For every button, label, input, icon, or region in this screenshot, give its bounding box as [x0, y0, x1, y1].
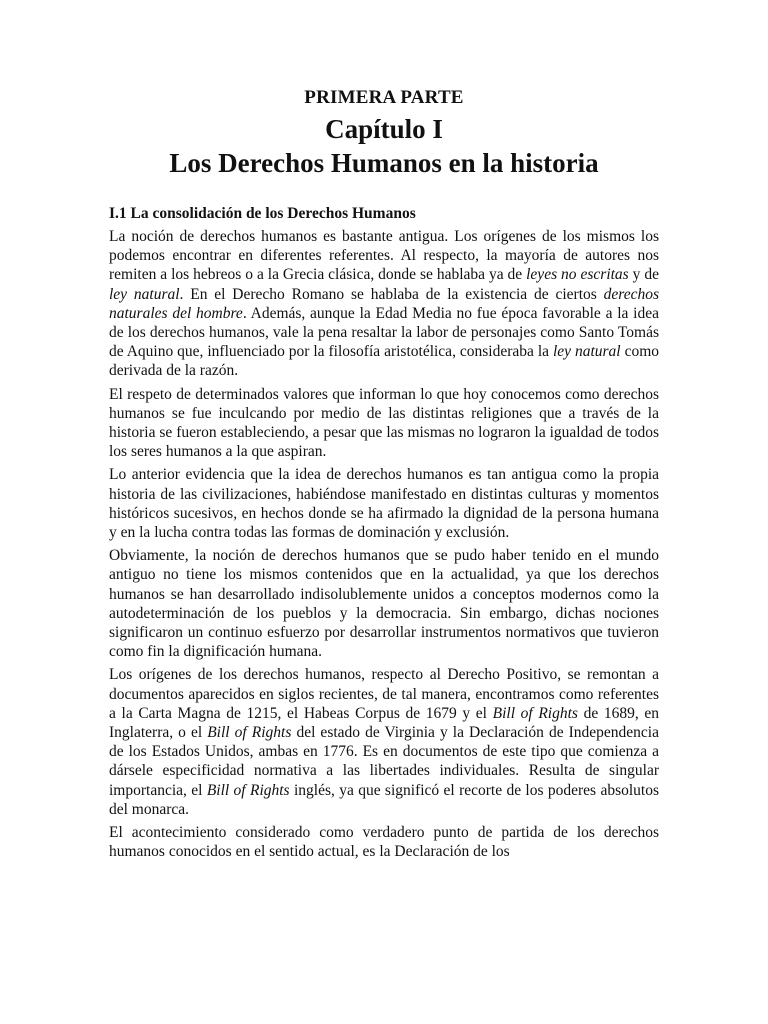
text-run: del estado de Virginia y la Declaración de Independencia de los Estados Unidos, ambas en 1776. Es en documentos de este tipo que comienza a dársele especificidad normativa a las libertades individuales. Resulta de singular importancia, el — [109, 724, 659, 799]
chapter-subtitle: Los Derechos Humanos en la historia — [169, 148, 599, 178]
italic-run: ley natural — [109, 285, 180, 303]
chapter-title: Capítulo I — [325, 114, 443, 144]
paragraph-2: El respeto de determinados valores que informan lo que hoy conocemos como derechos humanos se fue inculcando por medio de las distintas religiones que a través de la historia se fueron estableciendo, a pesar que las mismas no lograron la igualdad de todos los seres humanos a la que aspiran. — [109, 385, 659, 461]
text-run: inglés, ya que significó el recorte de los poderes absolutos del monarca. — [109, 781, 659, 818]
part-title: PRIMERA PARTE — [304, 87, 464, 108]
section-heading: I.1 La consolidación de los Derechos Humanos — [109, 205, 416, 222]
text-run: como derivada de la razón. — [109, 343, 659, 380]
paragraph-4: Obviamente, la noción de derechos humanos que se pudo haber tenido en el mundo antiguo no tiene los mismos contenidos que en la actualidad, ya que los derechos humanos se han desarrollado indisolublemente unidos a conceptos modernos como la autodeterminación de los pueblos y la democracia. Sin embargo, dichas nociones significaron un continuo esfuerzo por desarrollar instrumentos normativos que tuvieron como fin la dignificación humana. — [109, 547, 659, 661]
paragraph-5 — [109, 665, 659, 819]
paragraph-6: El acontecimiento considerado como verdadero punto de partida de los derechos humanos conocidos en el sentido actual, es la Declaración de los — [109, 824, 659, 861]
text-run: . En el Derecho Romano se hablaba de la existencia de ciertos — [179, 285, 604, 303]
italic-run: derechos naturales del hombre — [109, 285, 659, 322]
text-run: de 1689, en Inglaterra, o el — [109, 704, 659, 742]
text-run: . Además, aunque la Edad Media no fue época favorable a la idea de los derechos humanos, vale la pena resaltar la labor de personajes como Santo Tomás de Aquino que, influenciado por la filosofía aristotélica, consideraba la — [109, 304, 659, 361]
italic-run: Bill of Rights — [207, 724, 292, 742]
paragraph-1 — [109, 227, 659, 381]
italic-run: Bill of Rights — [206, 781, 290, 799]
text-run: La noción de derechos humanos es bastante antigua. Los orígenes de los mismos los podemos encontrar en diferentes referentes. Al respecto, la mayoría de autores nos remiten a los hebreos o a la Grecia clásica, donde se hablaba ya de — [109, 228, 659, 284]
paragraph-3: Lo anterior evidencia que la idea de derechos humanos es tan antigua como la propia historia de las civilizaciones, habiéndose manifestado en distintas culturas y momentos históricos sucesivos, en hechos donde se ha afirmado la dignidad de la persona humana y en la lucha contra todas las formas de dominación y exclusión. — [109, 466, 659, 542]
italic-run: ley natural — [552, 343, 621, 361]
italic-run: Bill of Rights — [492, 704, 578, 722]
italic-run: leyes no escritas — [526, 266, 629, 284]
text-run: Los orígenes de los derechos humanos, respecto al Derecho Positivo, se remontan a documentos aparecidos en siglos recientes, de tal manera, encontramos como referentes a la Carta Magna de 1215, el Habeas Corpus de 1679 y el — [109, 666, 659, 722]
text-run: y de — [628, 266, 659, 284]
